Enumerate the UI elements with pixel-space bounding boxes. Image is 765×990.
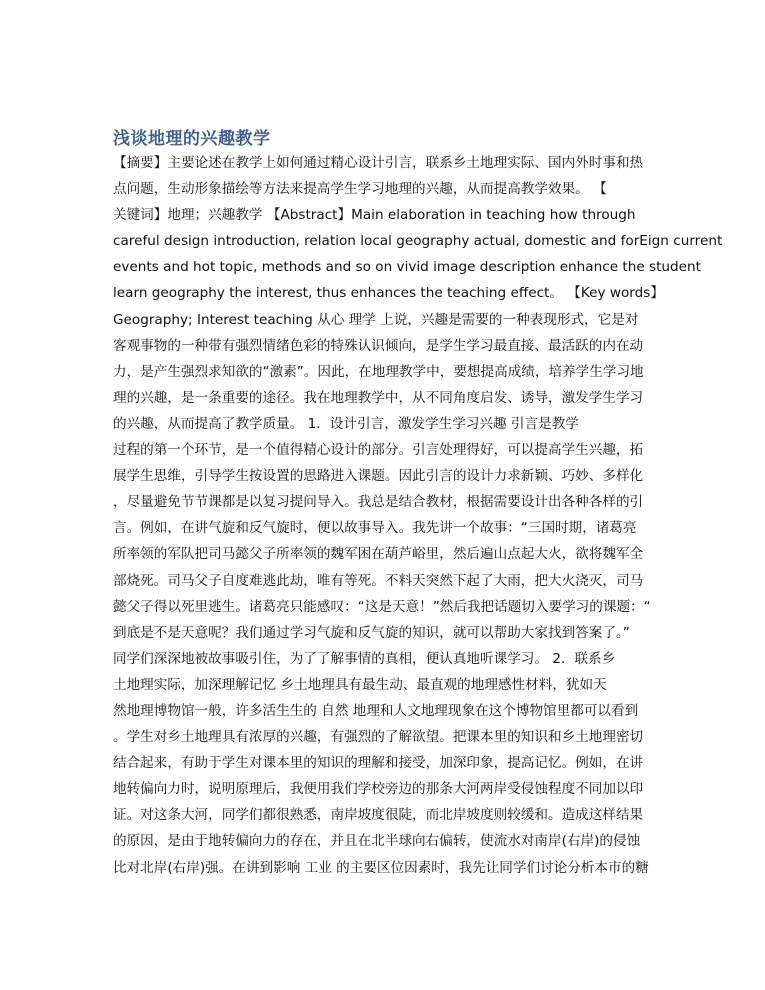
text-line: 然地理博物馆一般，许多活生生的 自然 地理和人文地理现象在这个博物馆里都可以看到 (113, 702, 639, 719)
text-line: ，尽量避免节节课都是以复习提问导入。我总是结合教材，根据需要设计出各种各样的引 (113, 494, 644, 511)
text-line: 土地理实际，加深理解记忆 乡土地理具有最生动、最直观的地理感性材料，犹如天 (113, 676, 607, 693)
text-line: 所率领的军队把司马懿父子所率领的魏军困在葫芦峪里，然后遍山点起大火，欲将魏军全 (113, 546, 644, 563)
text-line: 部烧死。司马父子自度难逃此劫，唯有等死。不料天突然下起了大雨，把大火浇灭，司马 (113, 572, 644, 589)
text-line: 言。例如，在讲气旋和反气旋时，便以故事导入。我先讲一个故事：“三国时期，诸葛亮 (113, 520, 637, 537)
text-line: 。学生对乡土地理具有浓厚的兴趣，有强烈的了解欲望。把课本里的知识和乡土地理密切 (113, 729, 644, 746)
text-line: careful design introduction, relation local geography actual, domestic and forEign current (113, 233, 723, 250)
text-line: events and hot topic, methods and so on vivid image description enhance the student (113, 259, 701, 276)
text-line: 理的兴趣，是一条重要的途径。我在地理教学中，从不同角度启发、诱导，激发学生学习 (113, 389, 644, 406)
text-line: 同学们深深地被故事吸引住，为了了解事情的真相，便认真地听课学习。 2．联系乡 (113, 650, 616, 667)
text-line: 关键词】地理；兴趣教学 【Abstract】Main elaboration in teaching how through (113, 207, 636, 224)
text-line: 懿父子得以死里逃生。诸葛亮只能感叹：“这是天意！”然后我把话题切入要学习的课题：“ (113, 598, 651, 615)
text-line: 客观事物的一种带有强烈情绪色彩的特殊认识倾向，是学生学习最直接、最活跃的内在动 (113, 337, 644, 354)
text-line: 过程的第一个环节，是一个值得精心设计的部分。引言处理得好，可以提高学生兴趣，拓 (113, 442, 644, 459)
text-line: 展学生思维，引导学生按设置的思路进入课题。因此引言的设计力求新颖、巧妙、多样化 (113, 468, 644, 485)
text-line: 的兴趣，从而提高了教学质量。 1．设计引言，激发学生学习兴趣 引言是教学 (113, 415, 579, 432)
text-line: 证。对这条大河，同学们都很熟悉，南岸坡度很陡，而北岸坡度则较缓和。造成这样结果 (113, 807, 644, 824)
document-body (113, 150, 723, 881)
text-line: 力，是产生强烈求知欲的“激素”。因此，在地理教学中，要想提高成绩，培养学生学习地 (113, 363, 644, 380)
text-line: Geography; Interest teaching 从心 理学 上说，兴趣是需要的一种表现形式，它是对 (113, 311, 639, 328)
text-line: 点问题，生动形象描绘等方法来提高学生学习地理的兴趣，从而提高教学效果。 【 (113, 181, 607, 198)
text-line: 地转偏向力时，说明原理后，我便用我们学校旁边的那条大河两岸受侵蚀程度不同加以印 (113, 781, 644, 798)
text-line: 【摘要】主要论述在教学上如何通过精心设计引言，联系乡土地理实际、国内外时事和热 (113, 155, 644, 171)
text-line: learn geography the interest, thus enhances the teaching effect。 【Key words】 (113, 285, 664, 302)
text-line: 比对北岸(右岸)强。在讲到影响 工业 的主要区位因素时，我先让同学们讨论分析本市的糖 (113, 859, 649, 876)
document-title: 浅谈地理的兴趣教学 (113, 129, 271, 149)
text-line: 结合起来，有助于学生对课本里的知识的理解和接受，加深印象，提高记忆。例如，在讲 (113, 755, 644, 772)
text-line: 的原因，是由于地转偏向力的存在，并且在北半球向右偏转，使流水对南岸(右岸)的侵蚀 (113, 833, 641, 850)
text-line: 到底是不是天意呢？我们通过学习气旋和反气旋的知识，就可以帮助大家找到答案了。” (113, 624, 630, 641)
